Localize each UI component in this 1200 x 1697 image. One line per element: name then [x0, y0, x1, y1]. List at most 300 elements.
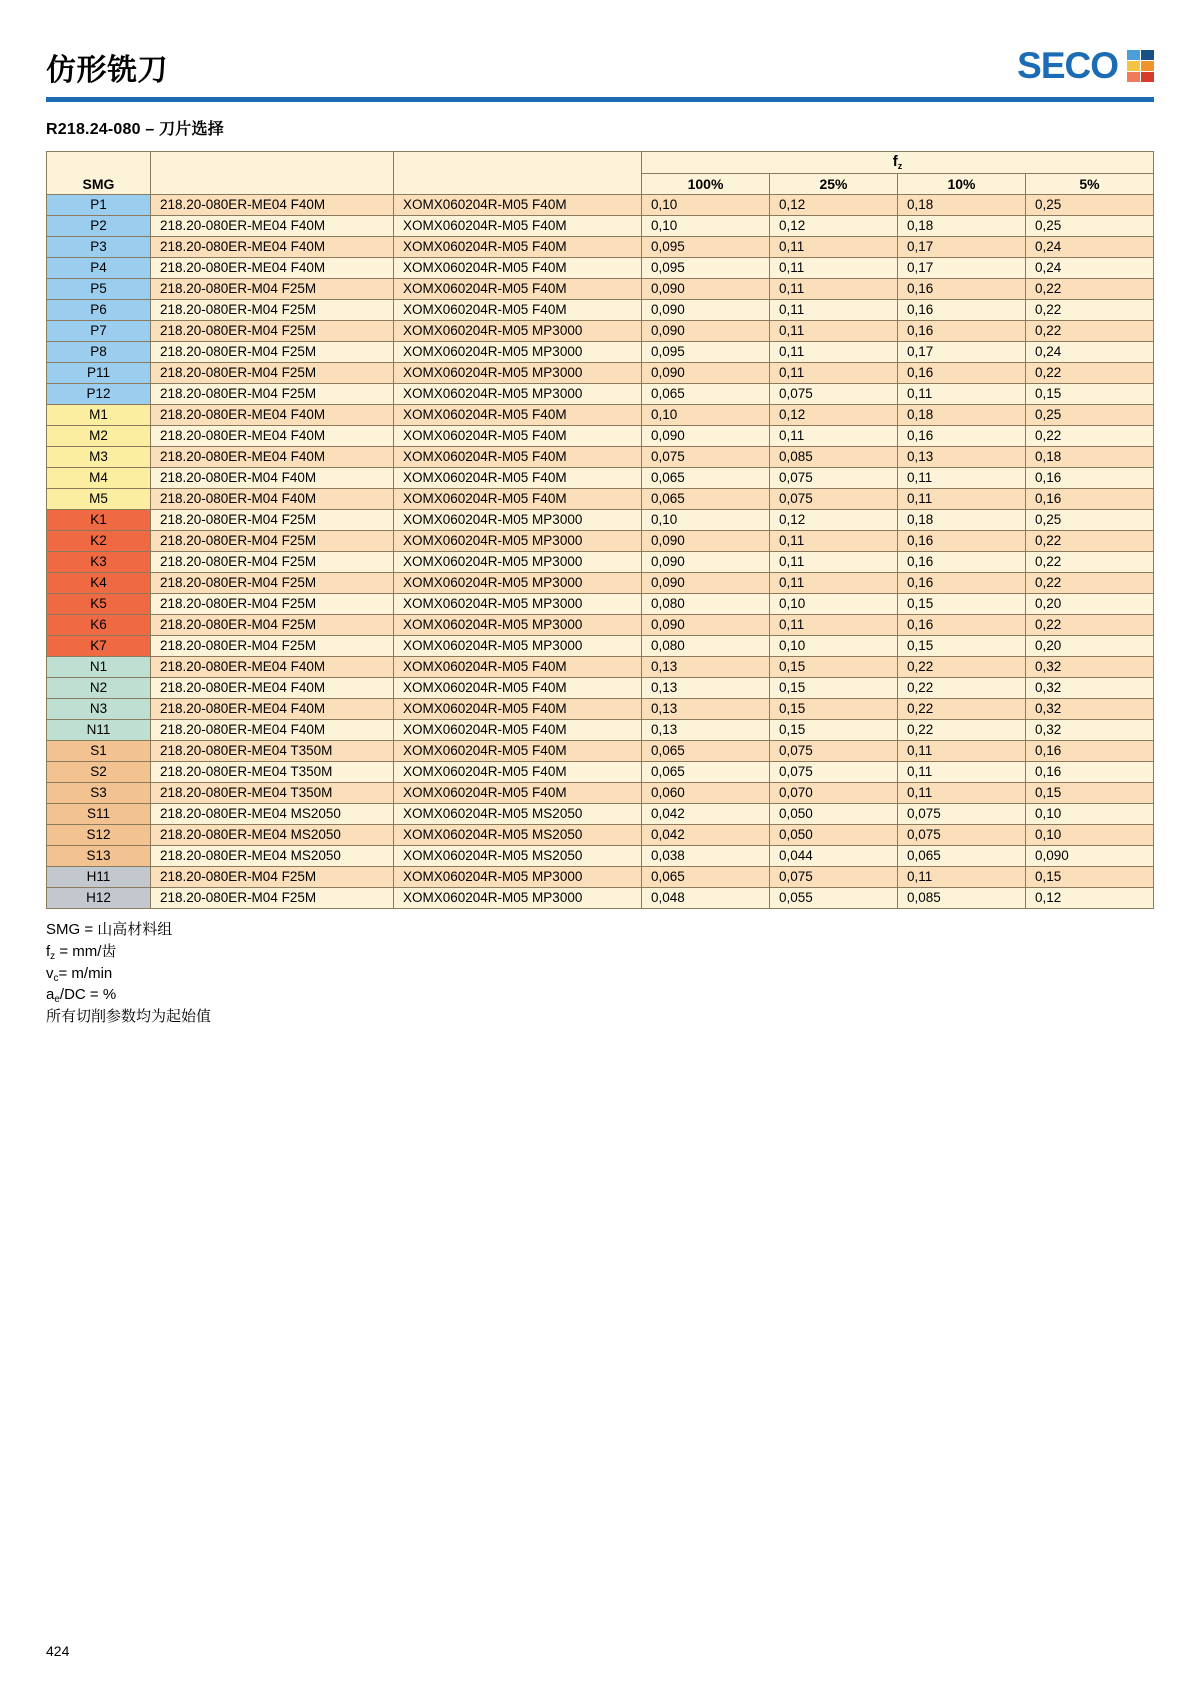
table-row	[47, 384, 1154, 405]
cell-fz-100: 0,065	[642, 762, 770, 783]
table-row	[47, 636, 1154, 657]
table-head	[47, 152, 1154, 195]
cell-holder: 218.20-080ER-M04 F40M	[151, 489, 394, 510]
cell-fz-5: 0,22	[1026, 426, 1154, 447]
cell-insert: XOMX060204R-M05 F40M	[394, 405, 642, 426]
cell-fz-10: 0,075	[898, 804, 1026, 825]
column-header-fz	[642, 152, 1154, 174]
cell-fz-25: 0,075	[770, 489, 898, 510]
cell-fz-10: 0,075	[898, 825, 1026, 846]
cell-insert: XOMX060204R-M05 F40M	[394, 657, 642, 678]
cell-fz-5: 0,22	[1026, 552, 1154, 573]
table-row	[47, 468, 1154, 489]
cell-fz-25: 0,15	[770, 657, 898, 678]
cell-insert: XOMX060204R-M05 F40M	[394, 195, 642, 216]
cell-fz-25: 0,11	[770, 615, 898, 636]
cell-fz-100: 0,10	[642, 216, 770, 237]
table-row	[47, 594, 1154, 615]
table-row	[47, 552, 1154, 573]
cell-fz-100: 0,090	[642, 363, 770, 384]
cell-holder: 218.20-080ER-M04 F25M	[151, 888, 394, 909]
cell-fz-5: 0,16	[1026, 489, 1154, 510]
cell-fz-100: 0,10	[642, 405, 770, 426]
cell-holder: 218.20-080ER-M04 F25M	[151, 279, 394, 300]
column-header-pct-100: 100%	[642, 174, 770, 195]
cell-smg: S3	[47, 783, 151, 804]
cell-fz-10: 0,16	[898, 300, 1026, 321]
cell-smg: N3	[47, 699, 151, 720]
cell-smg: S13	[47, 846, 151, 867]
cell-fz-5: 0,16	[1026, 762, 1154, 783]
cell-smg: H11	[47, 867, 151, 888]
cell-fz-10: 0,16	[898, 615, 1026, 636]
cell-fz-5: 0,25	[1026, 195, 1154, 216]
cell-fz-25: 0,12	[770, 195, 898, 216]
insert-selection-table	[46, 151, 1154, 909]
cell-fz-25: 0,10	[770, 636, 898, 657]
cell-fz-5: 0,20	[1026, 594, 1154, 615]
cell-fz-25: 0,11	[770, 300, 898, 321]
cell-holder: 218.20-080ER-M04 F25M	[151, 636, 394, 657]
cell-insert: XOMX060204R-M05 MP3000	[394, 552, 642, 573]
note-ae-symbol: a	[46, 986, 55, 1004]
table-row	[47, 657, 1154, 678]
cell-holder: 218.20-080ER-ME04 F40M	[151, 720, 394, 741]
cell-fz-25: 0,075	[770, 741, 898, 762]
table-row	[47, 762, 1154, 783]
column-header-pct-10: 10%	[898, 174, 1026, 195]
column-header-insert	[394, 152, 642, 195]
cell-fz-5: 0,22	[1026, 573, 1154, 594]
cell-insert: XOMX060204R-M05 F40M	[394, 216, 642, 237]
cell-fz-5: 0,32	[1026, 657, 1154, 678]
cell-fz-100: 0,090	[642, 615, 770, 636]
cell-holder: 218.20-080ER-ME04 MS2050	[151, 804, 394, 825]
cell-fz-10: 0,11	[898, 867, 1026, 888]
cell-insert: XOMX060204R-M05 MS2050	[394, 804, 642, 825]
table-row	[47, 510, 1154, 531]
cell-smg: P3	[47, 237, 151, 258]
table-row	[47, 846, 1154, 867]
note-vc-rest: = m/min	[58, 964, 113, 982]
cell-fz-10: 0,11	[898, 741, 1026, 762]
cell-fz-25: 0,15	[770, 699, 898, 720]
cell-smg: N11	[47, 720, 151, 741]
cell-fz-10: 0,22	[898, 678, 1026, 699]
cell-fz-10: 0,22	[898, 699, 1026, 720]
page-number: 424	[46, 1643, 70, 1659]
cell-fz-25: 0,11	[770, 363, 898, 384]
cell-fz-100: 0,065	[642, 489, 770, 510]
cell-fz-100: 0,095	[642, 258, 770, 279]
cell-holder: 218.20-080ER-ME04 T350M	[151, 783, 394, 804]
cell-fz-5: 0,12	[1026, 888, 1154, 909]
fz-subscript: z	[897, 161, 903, 171]
note-ae	[46, 984, 1154, 1006]
cell-smg: M5	[47, 489, 151, 510]
cell-insert: XOMX060204R-M05 F40M	[394, 300, 642, 321]
cell-fz-5: 0,18	[1026, 447, 1154, 468]
cell-fz-5: 0,32	[1026, 699, 1154, 720]
cell-smg: M3	[47, 447, 151, 468]
cell-insert: XOMX060204R-M05 F40M	[394, 489, 642, 510]
cell-smg: P4	[47, 258, 151, 279]
cell-insert: XOMX060204R-M05 MP3000	[394, 510, 642, 531]
cell-insert: XOMX060204R-M05 F40M	[394, 237, 642, 258]
cell-fz-10: 0,22	[898, 720, 1026, 741]
cell-smg: S11	[47, 804, 151, 825]
cell-insert: XOMX060204R-M05 F40M	[394, 699, 642, 720]
cell-fz-100: 0,080	[642, 636, 770, 657]
cell-smg: P7	[47, 321, 151, 342]
cell-fz-25: 0,11	[770, 279, 898, 300]
cell-smg: P1	[47, 195, 151, 216]
cell-fz-25: 0,11	[770, 321, 898, 342]
cell-fz-10: 0,17	[898, 237, 1026, 258]
cell-fz-10: 0,18	[898, 216, 1026, 237]
cell-fz-10: 0,17	[898, 258, 1026, 279]
cell-holder: 218.20-080ER-ME04 F40M	[151, 195, 394, 216]
cell-fz-10: 0,11	[898, 783, 1026, 804]
table-row	[47, 783, 1154, 804]
cell-fz-10: 0,16	[898, 279, 1026, 300]
cell-fz-5: 0,16	[1026, 741, 1154, 762]
table-body	[47, 195, 1154, 909]
cell-insert: XOMX060204R-M05 F40M	[394, 741, 642, 762]
cell-fz-5: 0,32	[1026, 678, 1154, 699]
cell-fz-10: 0,22	[898, 657, 1026, 678]
column-header-holder	[151, 152, 394, 195]
cell-fz-100: 0,10	[642, 510, 770, 531]
cell-insert: XOMX060204R-M05 F40M	[394, 720, 642, 741]
cell-insert: XOMX060204R-M05 MP3000	[394, 342, 642, 363]
cell-insert: XOMX060204R-M05 MP3000	[394, 888, 642, 909]
cell-insert: XOMX060204R-M05 F40M	[394, 762, 642, 783]
table-row	[47, 678, 1154, 699]
cell-smg: M2	[47, 426, 151, 447]
cell-fz-100: 0,10	[642, 195, 770, 216]
cell-smg: M4	[47, 468, 151, 489]
cell-fz-25: 0,070	[770, 783, 898, 804]
table-row	[47, 216, 1154, 237]
note-ae-subscript: e	[54, 994, 60, 1006]
page-header	[46, 0, 1154, 86]
cell-holder: 218.20-080ER-ME04 T350M	[151, 762, 394, 783]
cell-fz-100: 0,090	[642, 426, 770, 447]
cell-fz-5: 0,24	[1026, 258, 1154, 279]
cell-fz-100: 0,090	[642, 279, 770, 300]
logo-square-3	[1127, 61, 1140, 71]
cell-insert: XOMX060204R-M05 MP3000	[394, 594, 642, 615]
cell-fz-10: 0,085	[898, 888, 1026, 909]
cell-insert: XOMX060204R-M05 F40M	[394, 279, 642, 300]
logo-square-6	[1141, 72, 1154, 82]
table-row	[47, 867, 1154, 888]
cell-smg: P8	[47, 342, 151, 363]
table-row	[47, 426, 1154, 447]
table-row	[47, 720, 1154, 741]
cell-fz-100: 0,042	[642, 804, 770, 825]
cell-fz-25: 0,055	[770, 888, 898, 909]
column-header-pct-25: 25%	[770, 174, 898, 195]
cell-fz-100: 0,075	[642, 447, 770, 468]
cell-holder: 218.20-080ER-ME04 F40M	[151, 426, 394, 447]
cell-fz-25: 0,075	[770, 384, 898, 405]
cell-insert: XOMX060204R-M05 F40M	[394, 468, 642, 489]
cell-fz-25: 0,11	[770, 237, 898, 258]
note-fz-subscript: z	[50, 950, 56, 962]
table-row	[47, 321, 1154, 342]
cell-holder: 218.20-080ER-M04 F25M	[151, 342, 394, 363]
cell-insert: XOMX060204R-M05 MP3000	[394, 615, 642, 636]
cell-fz-100: 0,065	[642, 468, 770, 489]
cell-holder: 218.20-080ER-ME04 F40M	[151, 447, 394, 468]
cell-holder: 218.20-080ER-M04 F25M	[151, 552, 394, 573]
cell-fz-100: 0,095	[642, 237, 770, 258]
cell-smg: K3	[47, 552, 151, 573]
cell-fz-25: 0,050	[770, 804, 898, 825]
cell-smg: P5	[47, 279, 151, 300]
column-header-pct-5: 5%	[1026, 174, 1154, 195]
note-all-values: 所有切削参数均为起始值	[46, 1008, 212, 1025]
cell-insert: XOMX060204R-M05 F40M	[394, 678, 642, 699]
cell-fz-5: 0,15	[1026, 867, 1154, 888]
footnotes	[46, 919, 1154, 1028]
fz-symbol: f	[892, 153, 898, 170]
cell-holder: 218.20-080ER-ME04 T350M	[151, 741, 394, 762]
cell-smg: N1	[47, 657, 151, 678]
cell-insert: XOMX060204R-M05 F40M	[394, 426, 642, 447]
cell-holder: 218.20-080ER-M04 F25M	[151, 531, 394, 552]
table-row	[47, 741, 1154, 762]
cell-holder: 218.20-080ER-M04 F25M	[151, 321, 394, 342]
table-row	[47, 258, 1154, 279]
cell-fz-5: 0,22	[1026, 321, 1154, 342]
cell-holder: 218.20-080ER-M04 F25M	[151, 363, 394, 384]
note-vc-subscript: c	[53, 972, 59, 984]
cell-fz-25: 0,11	[770, 258, 898, 279]
cell-fz-5: 0,22	[1026, 279, 1154, 300]
cell-smg: S2	[47, 762, 151, 783]
cell-fz-5: 0,25	[1026, 405, 1154, 426]
cell-fz-100: 0,090	[642, 573, 770, 594]
table-row	[47, 363, 1154, 384]
cell-fz-5: 0,25	[1026, 510, 1154, 531]
cell-fz-100: 0,090	[642, 531, 770, 552]
cell-fz-100: 0,065	[642, 741, 770, 762]
cell-holder: 218.20-080ER-ME04 F40M	[151, 657, 394, 678]
note-fz	[46, 941, 1154, 963]
cell-fz-10: 0,17	[898, 342, 1026, 363]
cell-fz-100: 0,065	[642, 384, 770, 405]
cell-fz-25: 0,10	[770, 594, 898, 615]
table-row	[47, 237, 1154, 258]
cell-fz-25: 0,044	[770, 846, 898, 867]
cell-fz-25: 0,085	[770, 447, 898, 468]
cell-fz-10: 0,13	[898, 447, 1026, 468]
cell-fz-5: 0,20	[1026, 636, 1154, 657]
cell-fz-10: 0,11	[898, 468, 1026, 489]
cell-fz-25: 0,075	[770, 867, 898, 888]
cell-smg: P2	[47, 216, 151, 237]
cell-holder: 218.20-080ER-M04 F25M	[151, 300, 394, 321]
note-vc-symbol: v	[46, 964, 54, 982]
cell-fz-5: 0,15	[1026, 384, 1154, 405]
cell-insert: XOMX060204R-M05 MP3000	[394, 531, 642, 552]
cell-fz-5: 0,24	[1026, 342, 1154, 363]
cell-fz-5: 0,10	[1026, 804, 1154, 825]
note-fz-rest: = mm/齿	[55, 942, 117, 960]
cell-holder: 218.20-080ER-ME04 F40M	[151, 258, 394, 279]
cell-fz-100: 0,042	[642, 825, 770, 846]
cell-holder: 218.20-080ER-M04 F25M	[151, 384, 394, 405]
table-row	[47, 804, 1154, 825]
cell-fz-5: 0,22	[1026, 615, 1154, 636]
cell-fz-10: 0,16	[898, 321, 1026, 342]
cell-fz-10: 0,11	[898, 489, 1026, 510]
cell-smg: N2	[47, 678, 151, 699]
cell-fz-25: 0,050	[770, 825, 898, 846]
cell-holder: 218.20-080ER-M04 F25M	[151, 867, 394, 888]
cell-insert: XOMX060204R-M05 MS2050	[394, 846, 642, 867]
cell-insert: XOMX060204R-M05 MP3000	[394, 573, 642, 594]
cell-insert: XOMX060204R-M05 F40M	[394, 783, 642, 804]
cell-fz-25: 0,11	[770, 573, 898, 594]
table-row	[47, 615, 1154, 636]
table-row	[47, 888, 1154, 909]
table-row	[47, 342, 1154, 363]
cell-fz-5: 0,22	[1026, 531, 1154, 552]
cell-fz-100: 0,048	[642, 888, 770, 909]
cell-insert: XOMX060204R-M05 MP3000	[394, 384, 642, 405]
table-row	[47, 825, 1154, 846]
table-row	[47, 489, 1154, 510]
logo-square-1	[1127, 50, 1140, 60]
cell-insert: XOMX060204R-M05 MP3000	[394, 321, 642, 342]
cell-holder: 218.20-080ER-ME04 F40M	[151, 405, 394, 426]
cell-fz-100: 0,13	[642, 720, 770, 741]
cell-fz-5: 0,15	[1026, 783, 1154, 804]
page-title: 仿形铣刀	[46, 54, 168, 87]
cell-holder: 218.20-080ER-ME04 F40M	[151, 216, 394, 237]
cell-fz-5: 0,25	[1026, 216, 1154, 237]
cell-fz-100: 0,060	[642, 783, 770, 804]
cell-smg: S1	[47, 741, 151, 762]
cell-smg: K7	[47, 636, 151, 657]
cell-fz-10: 0,16	[898, 552, 1026, 573]
cell-fz-5: 0,090	[1026, 846, 1154, 867]
cell-fz-25: 0,11	[770, 342, 898, 363]
note-vc	[46, 963, 1154, 985]
table-row	[47, 447, 1154, 468]
cell-fz-10: 0,18	[898, 405, 1026, 426]
cell-smg: M1	[47, 405, 151, 426]
logo-square-2	[1141, 50, 1154, 60]
cell-fz-25: 0,15	[770, 678, 898, 699]
cell-fz-10: 0,18	[898, 195, 1026, 216]
cell-smg: P6	[47, 300, 151, 321]
cell-fz-100: 0,080	[642, 594, 770, 615]
note-fz-symbol: f	[46, 942, 51, 960]
cell-fz-10: 0,065	[898, 846, 1026, 867]
seco-logo	[1017, 47, 1154, 86]
cell-fz-5: 0,10	[1026, 825, 1154, 846]
column-header-smg: SMG	[47, 152, 151, 195]
cell-smg: K4	[47, 573, 151, 594]
cell-fz-10: 0,16	[898, 426, 1026, 447]
table-head-row-1	[47, 152, 1154, 174]
cell-holder: 218.20-080ER-M04 F25M	[151, 510, 394, 531]
cell-smg: K2	[47, 531, 151, 552]
table-row	[47, 531, 1154, 552]
cell-insert: XOMX060204R-M05 MS2050	[394, 825, 642, 846]
cell-smg: K5	[47, 594, 151, 615]
cell-fz-25: 0,11	[770, 531, 898, 552]
cell-insert: XOMX060204R-M05 MP3000	[394, 636, 642, 657]
cell-smg: P11	[47, 363, 151, 384]
cell-fz-100: 0,038	[642, 846, 770, 867]
cell-fz-10: 0,15	[898, 636, 1026, 657]
cell-fz-100: 0,095	[642, 342, 770, 363]
cell-fz-100: 0,13	[642, 657, 770, 678]
cell-fz-10: 0,16	[898, 363, 1026, 384]
cell-fz-25: 0,075	[770, 468, 898, 489]
table-row	[47, 573, 1154, 594]
cell-insert: XOMX060204R-M05 MP3000	[394, 363, 642, 384]
cell-fz-25: 0,15	[770, 720, 898, 741]
cell-smg: H12	[47, 888, 151, 909]
cell-fz-10: 0,18	[898, 510, 1026, 531]
cell-holder: 218.20-080ER-M04 F25M	[151, 573, 394, 594]
cell-fz-10: 0,16	[898, 573, 1026, 594]
cell-insert: XOMX060204R-M05 F40M	[394, 447, 642, 468]
cell-fz-100: 0,090	[642, 300, 770, 321]
table-row	[47, 405, 1154, 426]
cell-fz-10: 0,15	[898, 594, 1026, 615]
cell-fz-25: 0,075	[770, 762, 898, 783]
cell-holder: 218.20-080ER-ME04 F40M	[151, 678, 394, 699]
cell-fz-100: 0,13	[642, 699, 770, 720]
header-rule	[46, 97, 1154, 102]
cell-insert: XOMX060204R-M05 MP3000	[394, 867, 642, 888]
cell-fz-25: 0,12	[770, 405, 898, 426]
cell-fz-10: 0,16	[898, 531, 1026, 552]
cell-fz-25: 0,12	[770, 216, 898, 237]
table-row	[47, 195, 1154, 216]
cell-fz-10: 0,11	[898, 762, 1026, 783]
logo-square-5	[1127, 72, 1140, 82]
cell-fz-100: 0,065	[642, 867, 770, 888]
cell-smg: S12	[47, 825, 151, 846]
cell-fz-25: 0,11	[770, 552, 898, 573]
cell-holder: 218.20-080ER-M04 F25M	[151, 594, 394, 615]
section-subtitle: R218.24-080 – 刀片选择	[46, 121, 224, 138]
table-row	[47, 279, 1154, 300]
cell-fz-25: 0,12	[770, 510, 898, 531]
cell-smg: K6	[47, 615, 151, 636]
seco-wordmark: SECO	[1017, 45, 1118, 86]
cell-fz-10: 0,11	[898, 384, 1026, 405]
cell-fz-5: 0,22	[1026, 363, 1154, 384]
cell-holder: 218.20-080ER-ME04 F40M	[151, 237, 394, 258]
cell-holder: 218.20-080ER-ME04 F40M	[151, 699, 394, 720]
cell-holder: 218.20-080ER-M04 F25M	[151, 615, 394, 636]
cell-fz-5: 0,22	[1026, 300, 1154, 321]
cell-holder: 218.20-080ER-ME04 MS2050	[151, 846, 394, 867]
cell-fz-5: 0,24	[1026, 237, 1154, 258]
cell-fz-5: 0,16	[1026, 468, 1154, 489]
cell-holder: 218.20-080ER-ME04 MS2050	[151, 825, 394, 846]
